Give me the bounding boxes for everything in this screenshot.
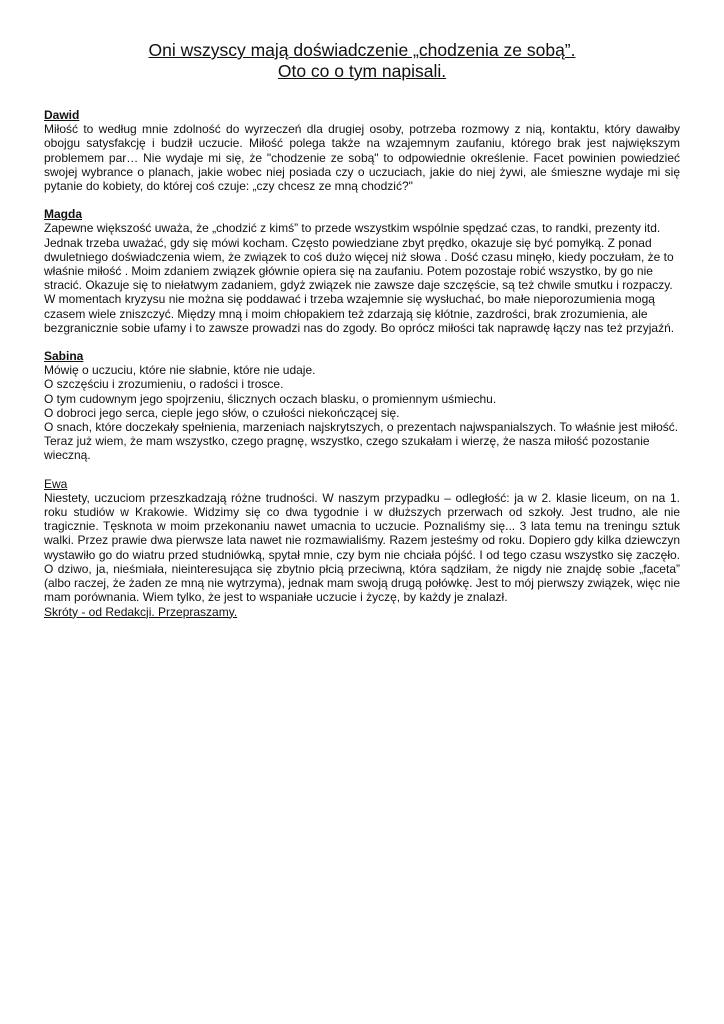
text-sabina [44, 363, 680, 462]
author-sabina: Sabina [44, 349, 84, 364]
sabina-line: O tym cudownym jego spojrzeniu, ślicznych oczach blasku, o promiennym uśmiechu. [44, 391, 497, 406]
editorial-note: Skróty - od Redakcji. Przepraszamy. [44, 604, 238, 619]
sabina-line: Teraz już wiem, że mam wszystko, czego pragnę, wszystko, czego szukałam i wierzę, że nasza miłość pozostanie wieczną. [44, 434, 650, 463]
section-dawid [44, 108, 680, 193]
sabina-line: Mówię o uczuciu, które nie słabnie, które nie udaje. [44, 363, 316, 378]
page-title [44, 40, 680, 82]
title-line-1: Oni wszyscy mają doświadczenie „chodzenia ze sobą”. [148, 40, 576, 60]
document-page [44, 40, 680, 633]
text-ewa: Niestety, uczuciom przeszkadzają różne trudności. W naszym przypadku – odległość: ja w 2. klasie liceum, on na 1. roku studiów w Krakowie. Widzimy się co dwa tygodnie i w dłuższych przerwach od szkoły. Jest trudno, ale nie tragicznie. Tęsknota w moim przekonaniu nawet umacnia to uczucie. Poznaliśmy się... 3 lata temu na treningu sztuk walki. Przez prawie dwa pierwsze lata nawet nie rozmawialiśmy. Razem jesteśmy od roku. Dopiero gdy kilka dziewczyn wystawiło go do wiatru przed studniówką, spytał mnie, czy bym nie chciała pójść. I od tego czasu wszystko się zaczęło. O dziwo, ja, nieśmiała, nieinteresująca się zbytnio płcią przeciwną, która sądziłam, że nigdy nie znajdę sobie „faceta” (albo raczej, że żaden ze mną nie wytrzyma), jednak mam swoją drugą połówkę. Jest to mój pierwszy związek, więc nie mam porównania. Wiem tylko, że jest to wspaniałe uczucie i życzę, by każdy je znalazł. [44, 490, 680, 605]
sabina-line: O snach, które doczekały spełnienia, marzeniach najskrytszych, o prezentach najwspanialszych. To właśnie jest miłość. [44, 420, 679, 435]
text-dawid: Miłość to według mnie zdolność do wyrzeczeń dla drugiej osoby, potrzeba rozmowy z nią, kontaktu, który dawałby obojgu satysfakcję i budził uczucie. Miłość polega także na wzajemnym zaufaniu, którego brak jest największym problemem par… Nie wydaje mi się, że "chodzenie ze sobą" to odpowiednie określenie. Facet powinien powiedzieć swojej wybrance o planach, jakie wobec niej posiada czy o uczuciach, jakie do niej żywi, ale śmieszne wydaje mi się pytanie do kobiety, do której coś czuje: „czy chcesz ze mną chodzić?" [44, 122, 680, 194]
author-dawid: Dawid [44, 108, 80, 122]
section-ewa [44, 477, 680, 619]
section-sabina [44, 349, 680, 463]
author-ewa: Ewa [44, 476, 68, 491]
author-magda: Magda [44, 207, 83, 222]
section-magda [44, 207, 680, 335]
sabina-line: O szczęściu i zrozumieniu, o radości i trosce. [44, 377, 284, 392]
sabina-line: O dobroci jego serca, cieple jego słów, o czułości niekończącej się. [44, 405, 400, 420]
title-line-2: Oto co o tym napisali. [277, 61, 447, 81]
text-magda: Zapewne większość uważa, że „chodzić z kimś” to przede wszystkim wspólnie spędzać czas, to randki, prezenty itd. Jednak trzeba uważać, gdy się mówi kocham. Często powiedziane zbyt prędko, okazuje się być pomyłką. Z ponad dwuletniego doświadczenia wiem, że związek to coś dużo więcej niż słowa . Dość czasu minęło, kiedy poczułam, że to właśnie miłość . Moim zdaniem związek głównie opiera się na zaufaniu. Potem pozostaje robić wszystko, by go nie stracić. Okazuje się to niełatwym zadaniem, gdyż związek nie zawsze daje szczęście, są też chwile smutku i rozpaczy. W momentach kryzysu nie można się poddawać i trzeba wzajemnie się wysłuchać, bo małe nieporozumienia mogą czasem wiele zniszczyć. Między mną i moim chłopakiem też zdarzają się kłótnie, zazdrości, brak zrozumienia, ale bezgranicznie sobie ufamy i to zawsze prowadzi nas do zgody. Bo oprócz miłości tak naprawdę łączy nas też przyjaźń. [44, 221, 675, 335]
